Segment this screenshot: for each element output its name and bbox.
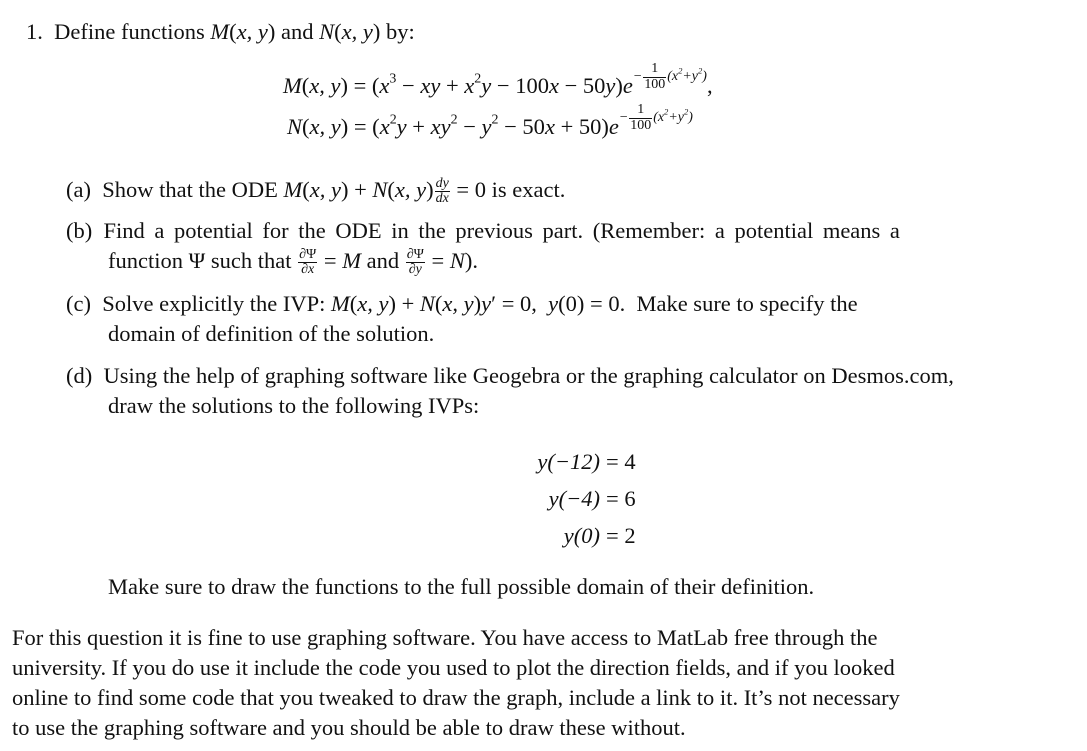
problem-number: 1. [26, 19, 43, 44]
part-b-line2: function Ψ such that $\frac{\partial\Psi}{\partial x}$ = M and $\frac{\partial\Psi}{\partial y}$ = N). [108, 246, 478, 278]
part-a: (a) Show that the ODE M(x, y) + N(x, y) $\frac{dy}{dx}$ = 0 is exact. [66, 175, 566, 207]
ivp-list [440, 448, 690, 559]
footer-line-3: online to find some code that you tweaked to draw the graph, include a link to it. It’s not necessary [12, 685, 900, 710]
equation-M: M(x, $y) = (x^3$ − xy + $x^2y - 100x - 50y)e^{- \frac{1}{100} (x^2+y^2)}$, [283, 61, 713, 98]
part-d-line2: draw the solutions to the following IVPs: [108, 393, 480, 418]
part-label: (b) [66, 218, 93, 243]
part-c: (c) Solve explicitly the IVP: M(x, y) + N(x, y)y′ = 0, y(0) = 0. Make sure to specify the [66, 291, 858, 316]
part-c-line2: domain of definition of the solution. [108, 321, 435, 346]
footer-line-2: university. If you do use it include the code you used to plot the direction fields, and if you looked [12, 655, 895, 680]
ivp-row: y(−12) = 4 [537, 449, 636, 474]
ivp-row: y(0) = 2 [563, 523, 636, 548]
footer-line-4: to use the graphing software and you should be able to draw these without. [12, 715, 686, 740]
part-b: (b) Find a potential for the ODE in the previous part. (Remember: a potential means a [66, 218, 900, 243]
part-label: (c) [66, 291, 91, 316]
part-label: (a) [66, 177, 91, 202]
ivp-row: y(−4) = 6 [548, 486, 636, 511]
equation-N: N(x, $y) = (x^2y + xy^2 - y^2 - 50x + 50)e^{- \frac{1}{100} (x^2+y^2)}$ [287, 102, 693, 139]
problem-intro: 1. Define functions M(x, y) and N(x, y) by: [26, 19, 415, 44]
part-d: (d) Using the help of graphing software like Geogebra or the graphing calculator on Desmos.com, [66, 363, 954, 388]
part-d-note: Make sure to draw the functions to the full possible domain of their definition. [108, 574, 815, 599]
part-label: (d) [66, 363, 93, 388]
footer-line-1: For this question it is fine to use graphing software. You have access to MatLab free through the [12, 625, 878, 650]
